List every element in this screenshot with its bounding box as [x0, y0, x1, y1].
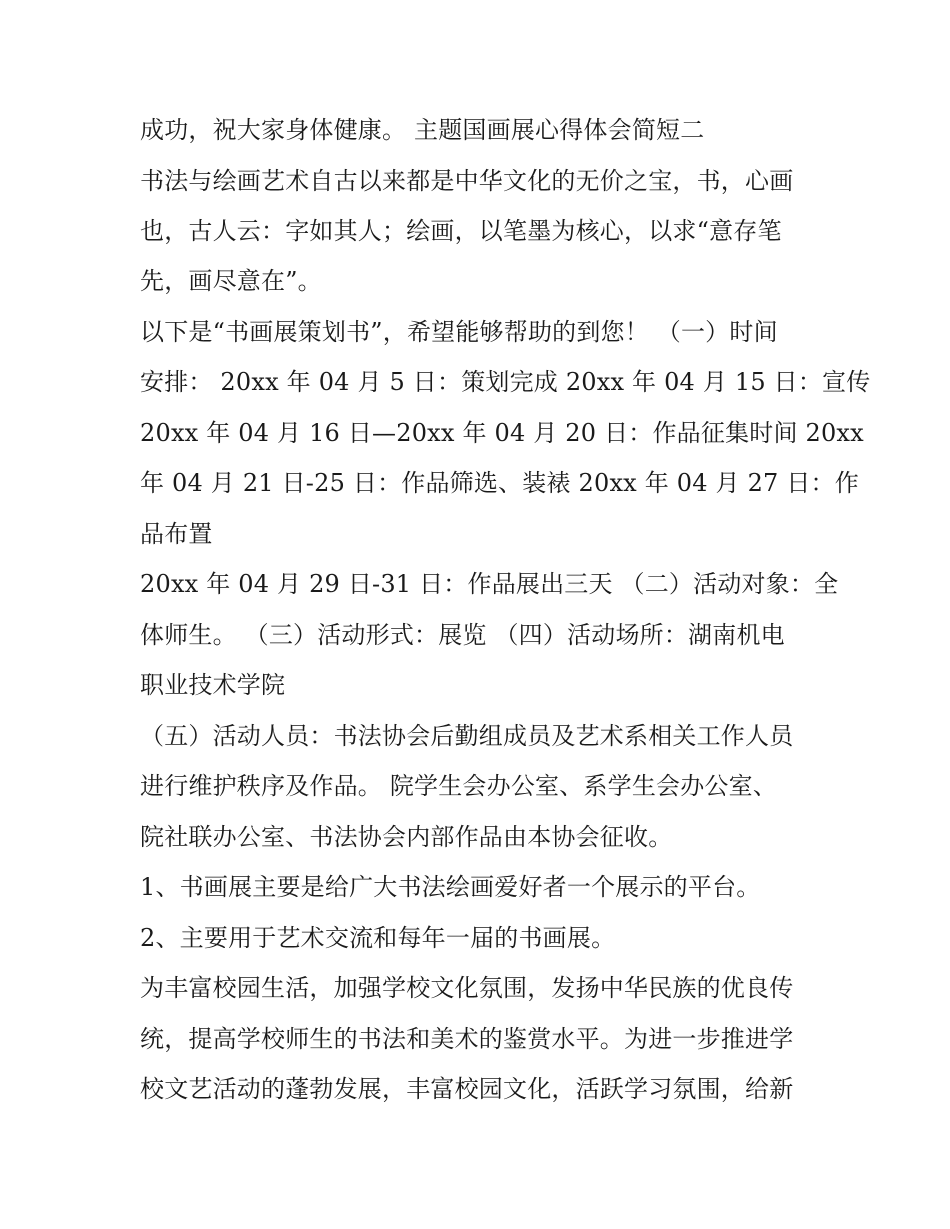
text-line: （五）活动人员：书法协会后勤组成员及艺术系相关工作人员	[140, 722, 794, 750]
text-line: 先，画尽意在”。	[140, 267, 322, 295]
text-line: 为丰富校园生活，加强学校文化氛围，发扬中华民族的优良传	[140, 974, 794, 1002]
text-line: 成功，祝大家身体健康。 主题国画展心得体会简短二	[140, 116, 705, 144]
text-line: 职业技术学院	[140, 671, 286, 699]
text-line: 院社联办公室、书法协会内部作品由本协会征收。	[140, 823, 673, 851]
text-line: 20xx 年 04 月 16 日—20xx 年 04 月 20 日：作品征集时间 20xx	[140, 419, 864, 447]
text-line: 书法与绘画艺术自古以来都是中华文化的无价之宝，书，心画	[140, 167, 794, 195]
text-line: 1、书画展主要是给广大书法绘画爱好者一个展示的平台。	[140, 873, 761, 901]
text-line: 体师生。 （三）活动形式：展览 （四）活动场所：湖南机电	[140, 621, 785, 649]
text-line: 安排： 20xx 年 04 月 5 日：策划完成 20xx 年 04 月 15 日：宣传	[140, 368, 871, 396]
text-line: 进行维护秩序及作品。 院学生会办公室、系学生会办公室、	[140, 772, 778, 800]
text-line: 也，古人云：字如其人；绘画，以笔墨为核心，以求“意存笔	[140, 217, 782, 245]
text-line: 以下是“书画展策划书”，希望能够帮助的到您！ （一）时间	[140, 318, 778, 346]
text-line: 统，提高学校师生的书法和美术的鉴赏水平。为进一步推进学	[140, 1025, 794, 1053]
text-line: 年 04 月 21 日-25 日：作品筛选、装裱 20xx 年 04 月 27 日：作	[140, 469, 859, 497]
text-line: 2、主要用于艺术交流和每年一届的书画展。	[140, 924, 616, 952]
text-line: 20xx 年 04 月 29 日-31 日：作品展出三天 （二）活动对象：全	[140, 570, 839, 598]
text-line: 校文艺活动的蓬勃发展，丰富校园文化，活跃学习氛围，给新	[140, 1075, 794, 1103]
text-line: 品布置	[140, 520, 213, 548]
